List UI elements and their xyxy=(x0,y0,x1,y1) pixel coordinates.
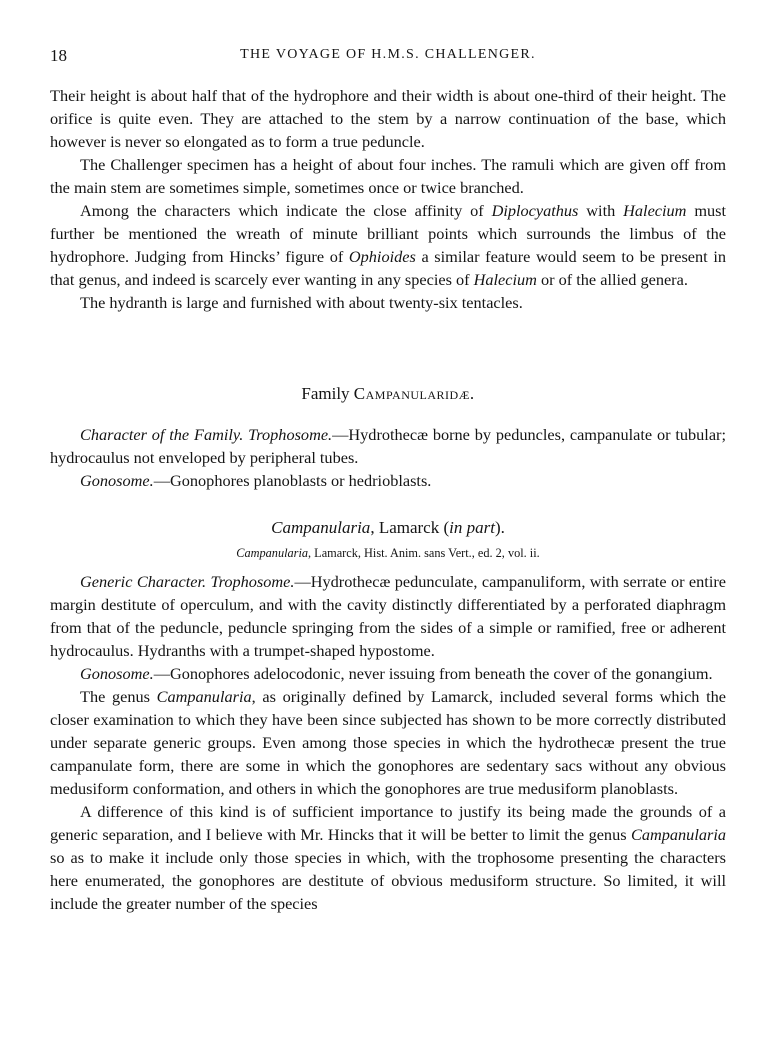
text-run: —Hydrothecæ borne by peduncles, campanulate or tubular; hydrocaulus not enveloped by peripheral tubes. xyxy=(50,425,726,467)
text-run: in part xyxy=(449,518,495,537)
page-number: 18 xyxy=(50,46,67,65)
paragraph xyxy=(50,570,726,662)
family-character-section xyxy=(50,423,726,492)
genus-name: Campanularia xyxy=(236,546,309,560)
text-run: a similar feature would seem to be present in that genus, and indeed is scarcely ever wanting in any species of xyxy=(50,247,726,289)
paragraph xyxy=(50,469,726,492)
genus-name: Ophioides xyxy=(348,247,416,266)
genus-name: Campanularia xyxy=(271,518,371,537)
family-name: Campanularidæ. xyxy=(353,384,475,403)
text-run: A difference of this kind is of sufficient importance to justify its being made the grounds of a generic separation, and I believe with Mr. Hincks that it will be better to limit the genus xyxy=(50,802,726,844)
paragraph: The Challenger specimen has a height of about four inches. The ramuli which are given off from the main stem are sometimes simple, sometimes once or twice branched. xyxy=(50,155,726,197)
text-run: Among the characters which indicate the close affinity of xyxy=(80,201,492,220)
text-run: must further be mentioned the wreath of minute brilliant points which surrounds the limbus of the hydrophore. Judging from Hincks’ figure of xyxy=(50,201,726,266)
genus-name: Diplocyathus xyxy=(491,201,579,220)
genus-name: Halecium xyxy=(473,270,537,289)
genus-name: Campanularia xyxy=(156,687,252,706)
section-label: Trophosome. xyxy=(248,425,333,444)
paragraph: The hydranth is large and furnished with about twenty-six tentacles. xyxy=(80,293,523,312)
genus-heading xyxy=(50,518,726,538)
paragraph xyxy=(50,423,726,469)
genus-name: Campanularia xyxy=(631,825,726,844)
intro-section xyxy=(50,84,726,314)
text-run: ). xyxy=(494,518,505,537)
genus-name: Halecium xyxy=(623,201,687,220)
section-label: Gonosome. xyxy=(80,471,154,490)
text-run: so as to make it include only those species in which, with the trophosome presenting the characters here enumerated, the gonophores are destitute of obvious medusiform structure. So limited, it will include the greater number of the species xyxy=(50,848,726,913)
genus-reference xyxy=(50,546,726,561)
text-run: —Hydrothecæ pedunculate, campanuliform, with serrate or entire margin destitute of operculum, and with the cavity distinctly differentiated by a perforated diaphragm from that of the peduncle, peduncle springing from the sides of a simple or ramified, free or adherent hydrocaulus. Hydranths with a trumpet-shaped hypostome. xyxy=(50,572,726,660)
text-run: with xyxy=(578,201,624,220)
text-run: , as originally defined by Lamarck, included several forms which the closer examination to which they have been since subjected has shown to be more correctly distributed under separate generic groups. Even among those species in which the hydrothecæ present the true campanulate form, there are some in which the gonophores are sedentary sacs without any obvious medusiform conformation, and others in which the gonophores are true medusiform planoblasts. xyxy=(50,687,727,798)
paragraph: Their height is about half that of the hydrophore and their width is about one-third of their height. The orifice is quite even. They are attached to the stem by a narrow continuation of the base, which however is never so elongated as to form a true peduncle. xyxy=(50,86,726,151)
section-label: Character of the Family. xyxy=(80,425,244,444)
section-label: Trophosome. xyxy=(210,572,295,591)
family-heading xyxy=(50,384,726,404)
running-title: THE VOYAGE OF H.M.S. CHALLENGER. xyxy=(240,47,536,62)
section-label: Generic Character. xyxy=(80,572,207,591)
text-run: or of the allied genera. xyxy=(536,270,688,289)
paragraph xyxy=(50,800,726,915)
genus-section xyxy=(50,570,726,915)
text-run: Family xyxy=(301,384,354,403)
text-run: The genus xyxy=(80,687,157,706)
paragraph xyxy=(50,199,726,291)
paragraph xyxy=(50,662,726,685)
text-run: , Lamarck ( xyxy=(370,518,450,537)
paragraph xyxy=(50,685,726,800)
section-label: Gonosome. xyxy=(80,664,154,683)
text-run: —Gonophores adelocodonic, never issuing from beneath the cover of the gonangium. xyxy=(153,664,713,683)
text-run: —Gonophores planoblasts or hedrioblasts. xyxy=(153,471,432,490)
text-run: , Lamarck, Hist. Anim. sans Vert., ed. 2, vol. ii. xyxy=(308,546,540,560)
page-header xyxy=(50,46,726,70)
